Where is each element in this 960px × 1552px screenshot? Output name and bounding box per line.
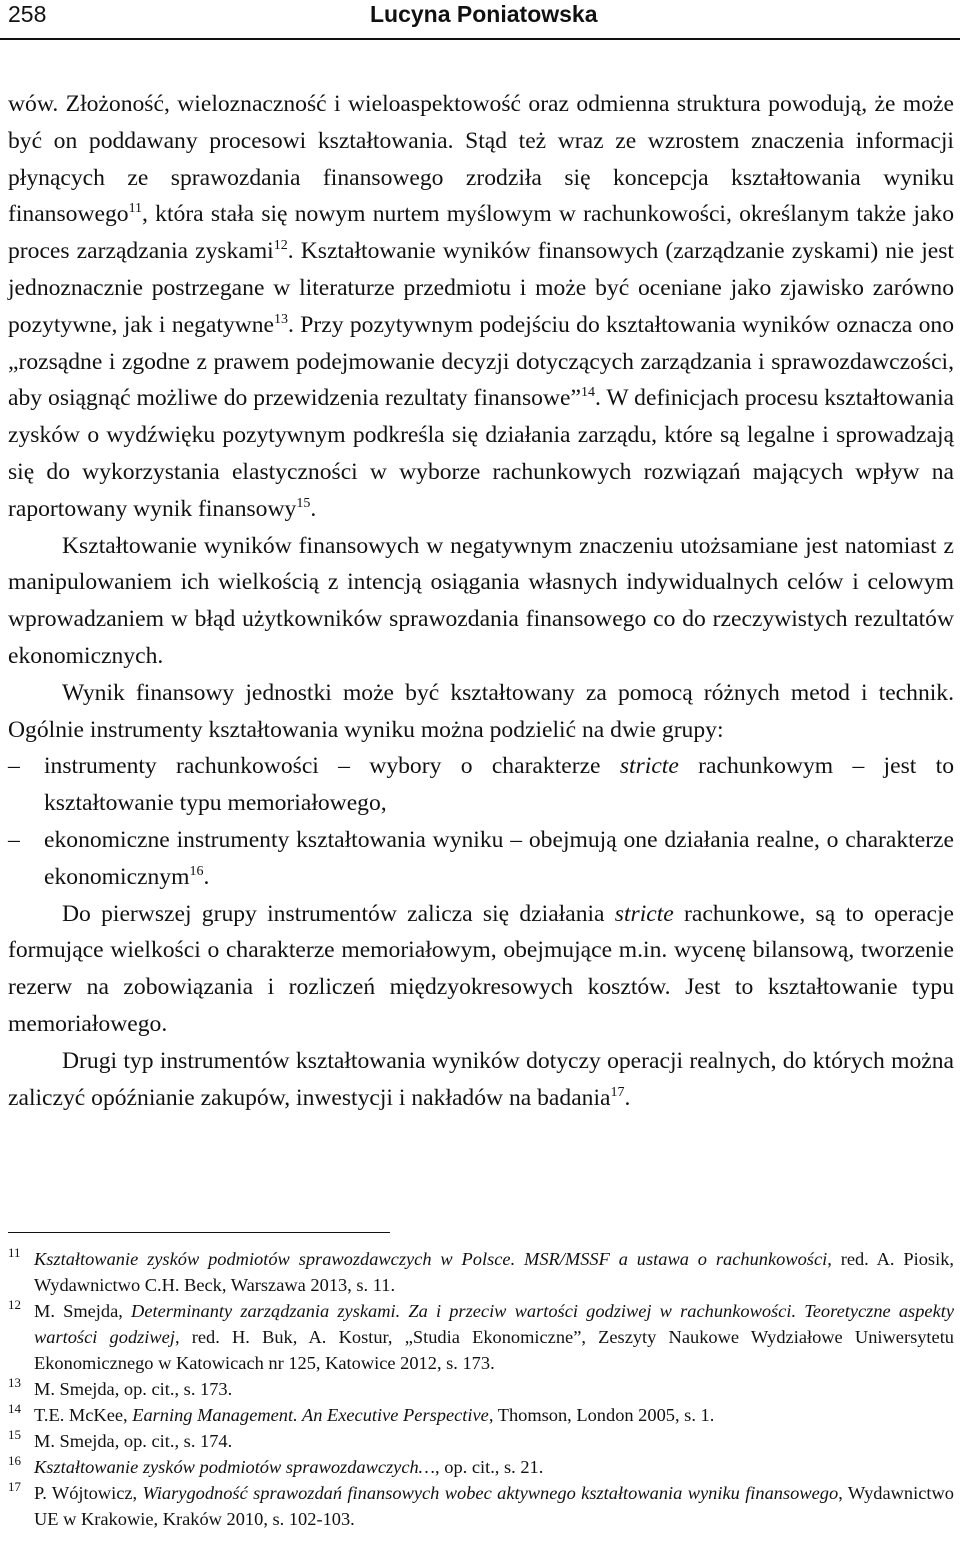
footnote-ref-11: 11 xyxy=(128,201,143,217)
footnote-13-text: M. Smejda, op. cit., s. 173. xyxy=(34,1379,233,1399)
footnote-17-title: Wiarygodność sprawozdań finansowych wobec aktywnego kształtowania wyniku finansowego xyxy=(142,1483,839,1503)
running-title: Lucyna Poniatowska xyxy=(370,1,598,27)
list-item-1-text-b: rachunkowym – jest to kształtowanie typu memoriałowego, xyxy=(44,753,954,817)
dash-bullet: – xyxy=(8,826,20,853)
footnote-13 xyxy=(8,1376,954,1402)
page-number: 258 xyxy=(8,1,47,27)
page-header xyxy=(0,0,960,36)
footnote-12 xyxy=(8,1298,954,1376)
footnote-17-author: P. Wójtowicz, xyxy=(34,1483,143,1503)
list-item-2-text-a: ekonomiczne instrumenty kształtowania wyniku – obejmują one działania realne, o charakterze ekonomicznym xyxy=(44,826,954,890)
footnote-number: 14 xyxy=(8,1401,21,1416)
paragraph-3: Wynik finansowy jednostki może być kształtowany za pomocą różnych metod i technik. Ogólnie instrumenty kształtowania wyniku można podzielić na dwie grupy: xyxy=(8,679,954,743)
dash-bullet: – xyxy=(8,753,20,780)
paragraph-5 xyxy=(8,1043,954,1117)
list-item-1-text-a: instrumenty rachunkowości – wybory o charakterze xyxy=(44,753,620,780)
list-item-1 xyxy=(8,748,954,822)
footnote-14-author: T.E. McKee, xyxy=(34,1405,133,1425)
paragraph-4-text-a: Do pierwszej grupy instrumentów zalicza się działania xyxy=(62,900,615,927)
paragraph-1-text-b: , która stała się nowym nurtem myślowym w rachunkowości, określanym także jako proces zarządzania zyskami xyxy=(8,201,954,265)
footnote-number: 15 xyxy=(8,1427,21,1442)
paragraph-2: Kształtowanie wyników finansowych w negatywnym znaczeniu utożsamiane jest natomiast z manipulowaniem ich wielkością z intencją osiągania własnych indywidualnych celów i celowym wprowadzaniem w błąd użytkowników sprawozdania finansowego co do rzeczywistych rezultatów ekonomicznych. xyxy=(8,532,954,669)
paragraph-5-text-b: . xyxy=(624,1084,631,1111)
footnote-ref-13: 13 xyxy=(274,311,289,327)
body-text xyxy=(8,86,954,1116)
paragraph-4-italic: stricte xyxy=(614,900,674,927)
paragraph-1-text-e: . W definicjach procesu kształtowania zysków o wydźwięku pozytywnym podkreśla się działania zarządu, które są legalne i sprowadzają się do wykorzystania elastyczności w wyborze rachunkowych rozwiązań mających wpływ na raportowany wynik finansowy xyxy=(8,385,954,522)
footnote-15-text: M. Smejda, op. cit., s. 174. xyxy=(34,1431,233,1451)
footnote-17 xyxy=(8,1480,954,1532)
list-item-2 xyxy=(8,822,954,896)
footnote-ref-15: 15 xyxy=(296,495,311,511)
paragraph-1-text-f: . xyxy=(310,495,317,522)
footnote-number: 16 xyxy=(8,1453,21,1468)
paragraph-5-text-a: Drugi typ instrumentów kształtowania wyników dotyczy operacji realnych, do których można zaliczyć opóźnianie zakupów, inwestycji i nakładów na badania xyxy=(8,1047,954,1111)
footnote-17-text: , Wydawnictwo UE w Krakowie, Kraków 2010, s. 102-103. xyxy=(34,1483,954,1529)
footnote-ref-16: 16 xyxy=(189,863,204,879)
paragraph-4 xyxy=(8,896,954,1043)
paragraph-4-text-b: rachunkowe, są to operacje formujące wielkości o charakterze memoriałowym, obejmujące m.in. wycenę bilansową, tworzenie rezerw na zobowiązania i rozliczeń międzyokresowych kosztów. Jest to kształtowanie typu memoriałowego. xyxy=(8,900,954,1037)
footnote-number: 11 xyxy=(8,1245,21,1260)
footnote-ref-17: 17 xyxy=(610,1084,625,1100)
paragraph-1 xyxy=(8,86,954,528)
paragraph-1-text-d: . Przy pozytywnym podejściu do kształtowania wyników oznacza ono „rozsądne i zgodne z prawem podejmowanie decyzji dotyczących zarządzania i sprawozdawczości, aby osiągnąć możliwe do przewidzenia rezultaty finansowe” xyxy=(8,311,954,412)
paragraph-1-text-c: . Kształtowanie wyników finansowych (zarządzanie zyskami) nie jest jednoznacznie postrzegane w literaturze przedmiotu i może być oceniane jako zjawisko zarówno pozytywne, jak i negatywne xyxy=(8,238,954,338)
footnote-16-title: Kształtowanie zysków podmiotów sprawozdawczych… xyxy=(34,1457,436,1477)
list-item-1-italic: stricte xyxy=(619,753,679,780)
footnote-12-text: , red. H. Buk, A. Kostur, „Studia Ekonomiczne”, Zeszyty Naukowe Wydziałowe Uniwersytetu Ekonomicznego w Katowicach nr 125, Katowice 2012, s. 173. xyxy=(34,1327,955,1373)
footnote-11-title: Kształtowanie zysków podmiotów sprawozdawczych w Polsce. MSR/MSSF a ustawa o rachunkowości xyxy=(34,1249,828,1269)
footnote-ref-12: 12 xyxy=(273,238,288,254)
footnote-11 xyxy=(8,1246,954,1298)
footnote-number: 12 xyxy=(8,1297,21,1312)
footnote-separator xyxy=(8,1232,390,1233)
footnote-12-author: M. Smejda, xyxy=(34,1301,132,1321)
footnote-number: 17 xyxy=(8,1479,21,1494)
footnote-14-text: , Thomson, London 2005, s. 1. xyxy=(488,1405,715,1425)
footnotes xyxy=(8,1246,954,1532)
header-rule xyxy=(0,38,960,40)
footnote-12-title: Determinanty zarządzania zyskami. Za i przeciw wartości godziwej w rachunkowości. Teoretyczne aspekty wartości godziwej xyxy=(34,1301,955,1347)
footnote-15 xyxy=(8,1428,954,1454)
footnote-14 xyxy=(8,1402,954,1428)
footnote-ref-14: 14 xyxy=(580,385,595,401)
footnote-11-text: , red. A. Piosik, Wydawnictwo C.H. Beck, Warszawa 2013, s. 11. xyxy=(34,1249,954,1295)
list-item-2-text-b: . xyxy=(203,863,210,890)
paragraph-1-text-a: wów. Złożoność, wieloznaczność i wieloaspektowość oraz odmienna struktura powodują, że może być on poddawany procesowi kształtowania. Stąd też wraz ze wzrostem znaczenia informacji płynących ze sprawozdania finansowego zrodziła się koncepcja kształtowania wyniku finansowego xyxy=(8,91,954,228)
footnote-16 xyxy=(8,1454,954,1480)
footnote-16-text: , op. cit., s. 21. xyxy=(435,1457,544,1477)
footnote-number: 13 xyxy=(8,1375,21,1390)
footnote-14-title: Earning Management. An Executive Perspective xyxy=(132,1405,489,1425)
